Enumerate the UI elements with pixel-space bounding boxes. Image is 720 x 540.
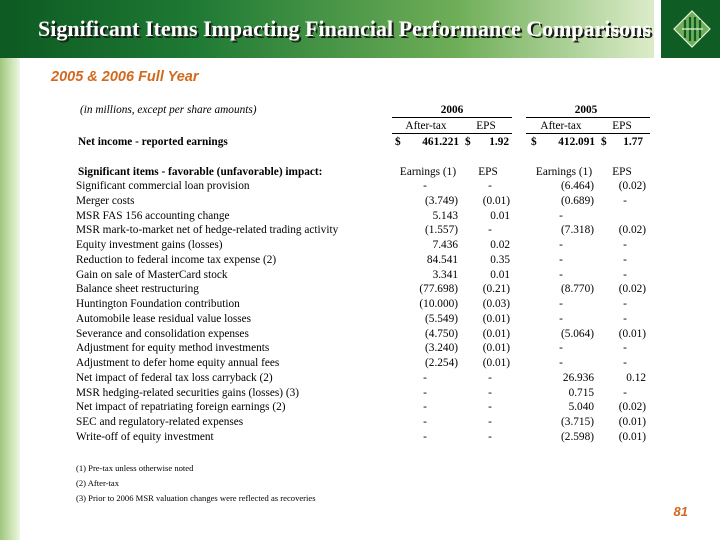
row-label: Net impact of repatriating foreign earnings (2) [76,401,286,414]
footnote-1: (1) Pre-tax unless otherwise noted [76,463,194,473]
row-label: MSR mark-to-market net of hedge-related trading activity [76,224,339,237]
row-2005-earnings: (0.689) [561,194,594,207]
header-separator [654,0,661,58]
row-label: Gain on sale of MasterCard stock [76,268,228,281]
row-2005-earnings: (6.464) [561,180,594,192]
footnote-3: (3) Prior to 2006 MSR valuation changes were reflected as recoveries [76,493,316,503]
row-2005-eps: - [623,357,627,369]
row-2006-earnings: (3.749) [425,194,458,207]
row-label: Automobile lease residual value losses [76,312,252,325]
row-2005-eps: - [623,312,627,325]
row-2006-eps: (0.01) [482,357,510,369]
col-2006-underline [392,133,512,134]
row-label: MSR FAS 156 accounting change [76,209,230,222]
row-2005-earnings: - [559,253,563,266]
row-2005-earnings: 5.040 [568,401,594,414]
row-label: Adjustment to defer home equity annual fees [76,357,280,369]
net-income-currency-2005-eps: $ [601,136,607,148]
row-label: Equity investment gains (losses) [76,239,223,251]
row-2006-earnings: (3.240) [425,342,458,355]
row-2006-earnings: - [423,430,427,443]
row-2005-earnings: 26.936 [562,371,594,384]
row-label: SEC and regulatory-related expenses [76,416,244,428]
row-2006-eps: (0.01) [482,194,510,207]
row-2006-eps: (0.03) [482,298,510,310]
row-2005-eps: (0.02) [618,401,646,414]
row-2005-earnings: - [559,298,563,310]
row-label: MSR hedging-related securities gains (losses) (3) [76,386,300,399]
row-2005-eps: - [623,268,627,281]
row-2005-earnings: - [559,342,563,355]
net-income-2005-aftertax: 412.091 [558,136,595,148]
row-2006-earnings: (5.549) [425,312,458,325]
row-2005-eps: - [623,239,627,251]
row-2006-earnings: (10.000) [419,298,458,310]
row-2005-earnings: - [559,312,563,325]
row-2006-eps: (0.01) [482,327,510,340]
row-label: Net impact of federal tax loss carryback (2) [76,371,273,384]
row-2005-eps: (0.02) [618,283,646,296]
row-2006-earnings: - [423,386,427,399]
row-2005-earnings: - [559,209,563,222]
row-label: Adjustment for equity method investments [76,342,270,355]
row-2006-earnings: - [423,180,427,192]
row-2006-eps: - [488,371,492,384]
net-income-label: Net income - reported earnings [78,136,228,148]
row-label: Write-off of equity investment [76,430,214,443]
row-2005-eps: (0.01) [618,416,646,428]
significant-items-label: Significant items - favorable (unfavorable) impact: [78,166,323,178]
row-2006-earnings: 3.341 [432,268,458,281]
row-2005-earnings: - [559,357,563,369]
net-income-currency-2006-eps: $ [465,136,471,148]
row-label: Reduction to federal income tax expense (2) [76,253,277,266]
row-2006-eps: 0.02 [490,239,510,251]
row-2006-eps: 0.01 [490,209,510,222]
page-number: 81 [673,504,688,519]
row-2005-eps: - [623,386,627,399]
year-2005-header: 2005 [574,104,598,116]
row-2005-eps: (0.01) [618,430,646,443]
row-2005-earnings: (5.064) [561,327,594,340]
col-eps-2006: EPS [476,120,496,132]
row-2005-eps: (0.01) [618,327,646,340]
year-2006-header: 2006 [440,104,464,116]
row-2006-eps: - [488,416,492,428]
row-2005-eps: - [623,194,627,207]
row-2006-earnings: (2.254) [425,357,458,369]
row-2006-eps: - [488,386,492,399]
huntington-logo-icon [673,10,711,48]
net-income-currency-2005: $ [531,136,537,148]
row-2005-earnings: - [559,239,563,251]
row-label: Huntington Foundation contribution [76,298,240,310]
year-2005-underline [526,117,650,118]
slide-subtitle: 2005 & 2006 Full Year [51,69,199,85]
sig-earnings-2006-header: Earnings (1) [399,166,457,178]
net-income-2006-aftertax: 461.221 [422,136,459,148]
row-2006-eps: 0.01 [490,268,510,281]
left-decorative-strip [0,0,20,540]
row-2005-earnings: 0.715 [568,386,594,399]
row-2005-eps: - [623,253,627,266]
row-2006-eps: (0.01) [482,312,510,325]
row-2006-earnings: (1.557) [425,224,458,237]
row-2006-earnings: (4.750) [425,327,458,340]
slide-title: Significant Items Impacting Financial Performance Comparisons [38,16,651,41]
net-income-2005-eps: 1.77 [623,136,643,148]
row-2006-eps: - [488,401,492,414]
units-note: (in millions, except per share amounts) [80,104,257,116]
row-label: Merger costs [76,194,135,207]
net-income-2006-eps: 1.92 [489,136,509,148]
sig-eps-2006-header: EPS [478,166,498,178]
row-2006-earnings: 7.436 [432,239,458,251]
row-2006-earnings: - [423,371,427,384]
row-2005-earnings: (7.318) [561,224,594,237]
col-aftertax-2006: After-tax [405,120,447,132]
row-2006-earnings: - [423,401,427,414]
row-2005-earnings: (3.715) [561,416,594,428]
year-2006-underline [392,117,512,118]
sig-eps-2005-header: EPS [612,166,632,178]
row-2006-eps: - [488,224,492,237]
row-2005-eps: (0.02) [618,224,646,237]
col-2005-underline [526,133,650,134]
row-2005-eps: - [623,298,627,310]
row-2005-eps: (0.02) [618,180,646,192]
row-2005-earnings: (8.770) [561,283,594,296]
sig-earnings-2005-header: Earnings (1) [535,166,593,178]
footnote-2: (2) After-tax [76,478,120,488]
row-2006-earnings: - [423,416,427,428]
row-2006-earnings: 84.541 [426,253,458,266]
row-2006-eps: - [488,430,492,443]
row-2006-eps: 0.35 [490,253,510,266]
row-label: Severance and consolidation expenses [76,327,249,340]
row-2006-eps: (0.21) [482,283,510,296]
row-2005-eps: - [623,342,627,355]
row-2005-earnings: (2.598) [561,430,594,443]
col-eps-2005: EPS [612,120,632,132]
col-aftertax-2005: After-tax [540,120,582,132]
row-2006-earnings: (77.698) [419,283,458,296]
row-2006-earnings: 5.143 [432,209,458,222]
row-2005-eps: 0.12 [626,371,646,384]
row-2006-eps: (0.01) [482,342,510,355]
row-2006-eps: - [488,180,492,192]
row-2005-earnings: - [559,268,563,281]
row-label: Balance sheet restructuring [76,283,199,296]
row-label: Significant commercial loan provision [76,180,250,192]
net-income-currency-2006: $ [395,136,401,148]
